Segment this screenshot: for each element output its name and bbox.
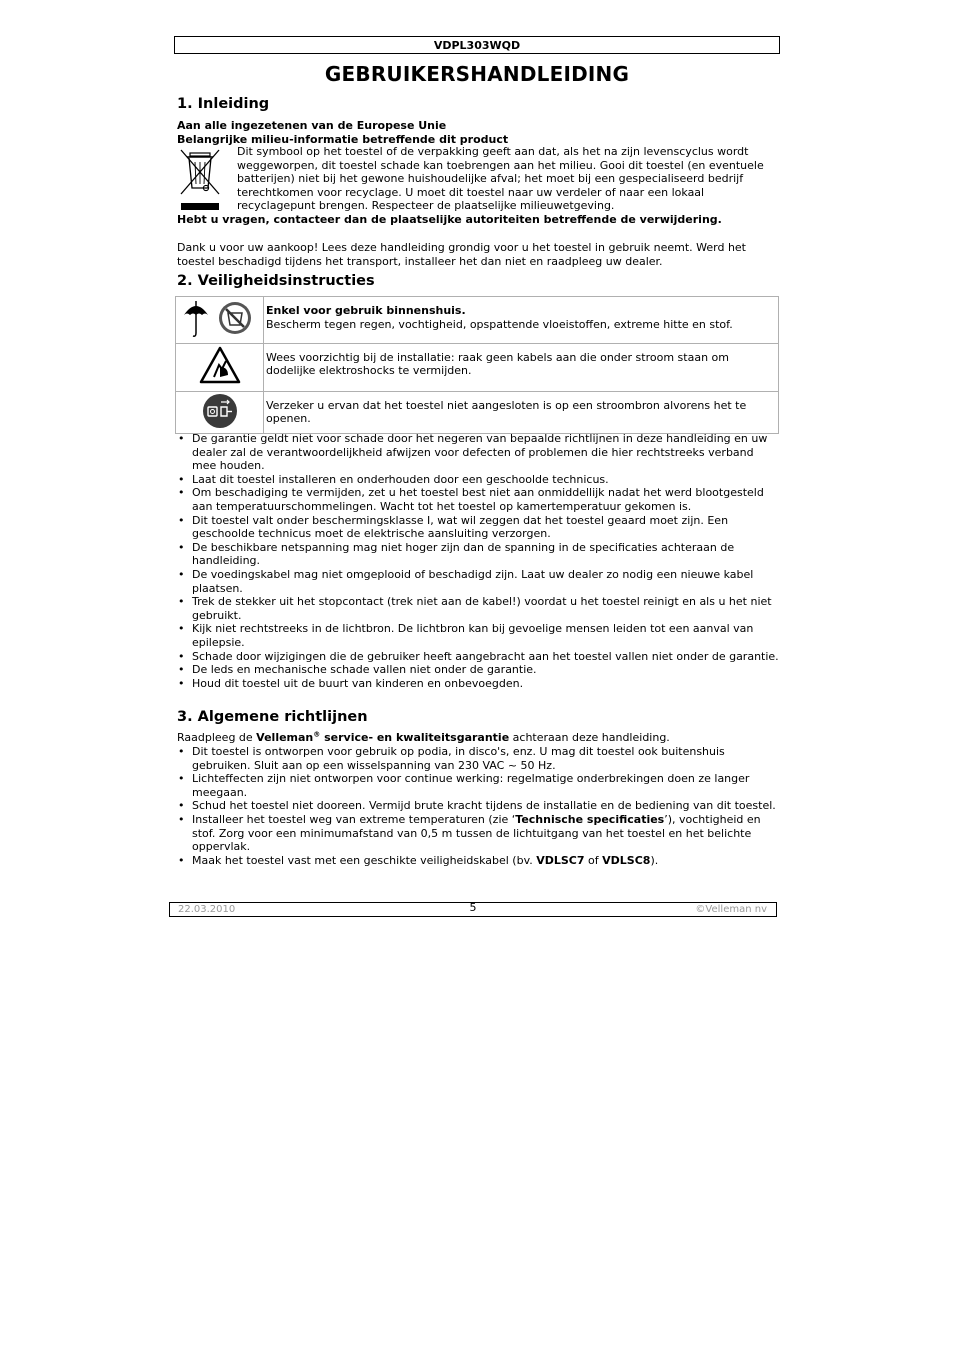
safety-table bbox=[175, 296, 779, 434]
guarantee-ref-post: achteraan deze handleiding. bbox=[509, 731, 670, 744]
cable-model-2: VDLSC8 bbox=[602, 853, 651, 867]
indoor-only-label: Enkel voor gebruik binnenshuis. bbox=[266, 304, 466, 317]
shock-warning-text: Wees voorzichtig bij de installatie: raak geen kabels aan die onder stroom staan om dodelijke elektroshocks te vermijden. bbox=[266, 350, 729, 378]
list-item: • Kijk niet rechtstreeks in de lichtbron. De lichtbron kan bij gevoelige mensen leiden tot een aanval van epilepsie. bbox=[177, 622, 780, 649]
safety-icons-unplug bbox=[176, 391, 264, 434]
model-number: VDPL303WQD bbox=[433, 39, 521, 52]
weee-description: Dit symbool op het toestel of de verpakking geeft aan dat, als het na zijn levenscyclus wordt weggeworpen, dit toestel schade kan toebrengen aan het milieu. Gooi dit toestel (en eventuele batterijen) niet bij het gewone huishoudelijke afval; het moet bij een gespecialiseerd bedrijf terechtkomen voor recyclage. U moet dit toestel naar uw verdeler of naar een lokaal recyclagepunt brengen. Respecteer de plaatselijke milieuwetgeving. bbox=[237, 145, 764, 213]
list-item: • De beschikbare netspanning mag niet hoger zijn dan de spanning in de specificaties achteraan de handleiding. bbox=[177, 541, 780, 568]
indoor-only-text: Bescherm tegen regen, vochtigheid, opspattende vloeistoffen, extreme hitte en stof. bbox=[266, 317, 733, 331]
section-heading-veiligheid: 2. Veiligheidsinstructies bbox=[177, 273, 375, 289]
page-footer bbox=[169, 902, 777, 917]
safety-row-shock bbox=[176, 343, 779, 391]
list-item bbox=[177, 854, 780, 868]
page-number: 5 bbox=[469, 901, 477, 914]
list-item: • Om beschadiging te vermijden, zet u het toestel best niet aan onmiddellijk nadat het werd blootgesteld aan temperatuurschommelingen. Wacht tot het toestel op kamertemperatuur gekomen is. bbox=[177, 486, 780, 513]
tech-specs-ref: Technische specificaties bbox=[515, 812, 665, 826]
b4-post: ’), vochtigheid en stof. Zorg voor een minimumafstand van 0,5 m tussen de lichtuitgang van het toestel en het belichte oppervlak. bbox=[192, 812, 761, 854]
guidelines-bullet-list bbox=[177, 745, 780, 867]
list-item: • De voedingskabel mag niet omgeplooid of beschadigd zijn. Laat uw dealer zo nodig een nieuwe kabel plaatsen. bbox=[177, 568, 780, 595]
eu-notice bbox=[177, 119, 777, 146]
list-item: • Houd dit toestel uit de buurt van kinderen en onbevoegden. bbox=[177, 677, 780, 691]
unplug-warning-text: Verzeker u ervan dat het toestel niet aangesloten is op een stroombron alvorens het te openen. bbox=[266, 398, 747, 426]
list-item: • Trek de stekker uit het stopcontact (trek niet aan de kabel!) voordat u het toestel reinigt en als u het niet gebruikt. bbox=[177, 595, 780, 622]
b5-mid: of bbox=[584, 853, 603, 867]
list-item: • Schade door wijzigingen die de gebruiker heeft aangebracht aan het toestel vallen niet onder de garantie. bbox=[177, 650, 780, 664]
page-header bbox=[174, 36, 780, 54]
safety-text-indoor bbox=[264, 297, 779, 344]
safety-row-indoor bbox=[176, 297, 779, 344]
safety-icons-shock bbox=[176, 343, 264, 391]
list-item: • De garantie geldt niet voor schade door het negeren van bepaalde richtlijnen in deze handleiding en uw dealer zal de verantwoordelijkheid afwijzen voor defecten of problemen die hier rechtstreeks verband mee houden. bbox=[177, 432, 780, 473]
page-title: GEBRUIKERSHANDLEIDING bbox=[324, 62, 630, 86]
safety-text-unplug bbox=[264, 391, 779, 434]
umbrella-icon bbox=[180, 297, 260, 339]
eu-notice-line1: Aan alle ingezetenen van de Europese Unie bbox=[177, 119, 447, 132]
safety-icons-indoor bbox=[176, 297, 264, 344]
guarantee-reference bbox=[177, 731, 777, 745]
brand-name: Velleman bbox=[256, 731, 314, 744]
list-item: • Dit toestel is ontworpen voor gebruik op podia, in disco's, enz. U mag dit toestel ook buitenshuis gebruiken. Sluit aan op een wisselspanning van 230 VAC ~ 50 Hz. bbox=[177, 745, 780, 772]
b5-post: ). bbox=[650, 853, 659, 867]
list-item: • Lichteffecten zijn niet ontworpen voor continue werking: regelmatige onderbrekingen doen ze langer meegaan. bbox=[177, 772, 780, 799]
unplug-icon bbox=[201, 392, 239, 430]
safety-text-shock bbox=[264, 343, 779, 391]
registered-mark: ® bbox=[313, 730, 321, 739]
disposal-contact: Hebt u vragen, contacteer dan de plaatselijke autoriteiten betreffende de verwijdering. bbox=[177, 213, 722, 226]
guarantee-name: service- en kwaliteitsgarantie bbox=[320, 731, 510, 744]
cable-model-1: VDLSC7 bbox=[536, 853, 585, 867]
electric-shock-warning-icon bbox=[198, 345, 242, 385]
list-item: • Dit toestel valt onder beschermingsklasse I, wat wil zeggen dat het toestel geaard moet zijn. Een geschoolde technicus moet de elektrische aansluiting verzorgen. bbox=[177, 514, 780, 541]
guarantee-ref-pre: Raadpleeg de bbox=[177, 731, 257, 744]
safety-bullet-list bbox=[177, 432, 780, 690]
list-item: • De leds en mechanische schade vallen niet onder de garantie. bbox=[177, 663, 780, 677]
safety-row-unplug bbox=[176, 391, 779, 434]
eu-notice-line2: Belangrijke milieu-informatie betreffende dit product bbox=[177, 132, 509, 146]
b4-pre: Installeer het toestel weg van extreme temperaturen (zie ‘ bbox=[192, 812, 516, 826]
list-item bbox=[177, 813, 780, 854]
section-heading-inleiding: 1. Inleiding bbox=[177, 96, 270, 112]
list-item: • Laat dit toestel installeren en onderhouden door een geschoolde technicus. bbox=[177, 473, 780, 487]
thank-you-text: Dank u voor uw aankoop! Lees deze handleiding grondig voor u het toestel in gebruik neemt. Werd het toestel beschadigd tijdens het transport, installeer het dan niet en raadpleeg uw dealer. bbox=[177, 241, 746, 268]
no-water-icon bbox=[219, 302, 251, 334]
section-heading-richtlijnen: 3. Algemene richtlijnen bbox=[177, 709, 368, 725]
footer-date: 22.03.2010 bbox=[178, 904, 236, 915]
list-item: • Schud het toestel niet dooreen. Vermijd brute kracht tijdens de installatie en de bediening van dit toestel. bbox=[177, 799, 780, 813]
weee-bin-icon bbox=[178, 148, 222, 212]
b5-pre: Maak het toestel vast met een geschikte veiligheidskabel (bv. bbox=[192, 853, 537, 867]
footer-copyright: ©Velleman nv bbox=[695, 904, 767, 915]
